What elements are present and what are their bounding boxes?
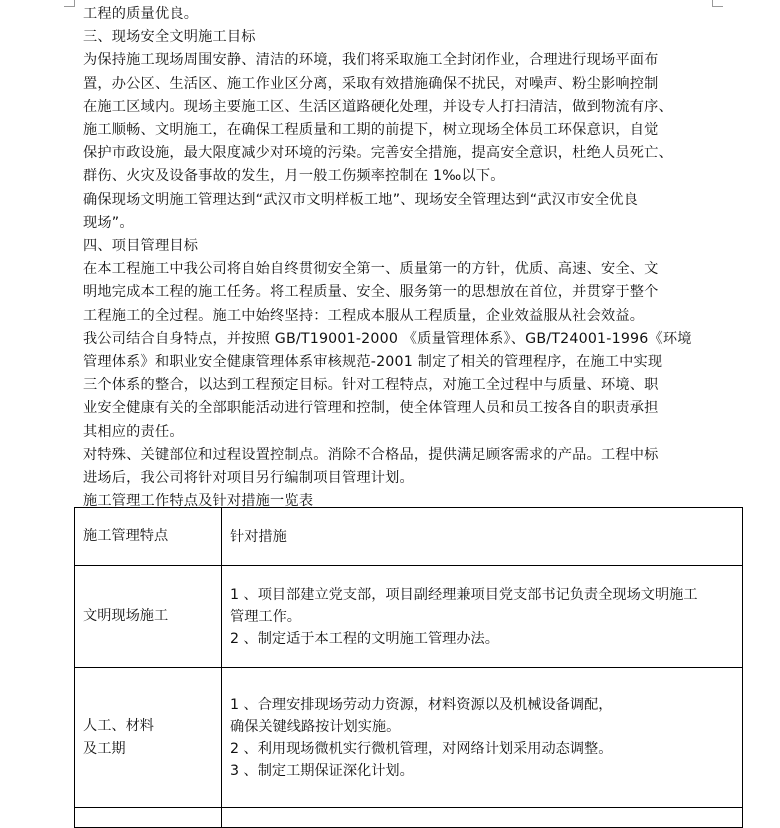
measure-line: 确保关键线路按计划实施。 [230, 718, 401, 735]
paragraph-line: 三个体系的整合，以达到工程预定目标。针对工程特点，对施工全过程中与质量、环境、职 [83, 377, 659, 394]
feature-cell [75, 668, 222, 808]
paragraph-line: 在施工区域内。现场主要施工区、生活区道路硬化处理，并设专人打扫清洁，做到物流有序、 [83, 98, 673, 115]
document-body [83, 3, 733, 513]
paragraph-line: 施工顺畅、文明施工，在确保工程质量和工期的前提下，树立现场全体员工环保意识，自觉 [83, 122, 659, 139]
feature-cell [75, 808, 222, 828]
paragraph-line: 现场”。 [83, 214, 134, 231]
paragraph-line: 业安全健康有关的全部职能活动进行管理和控制，使全体管理人员和员工按各自的职责承担 [83, 400, 659, 417]
paragraph-line: 确保现场文明施工管理达到“武汉市文明样板工地”、现场安全管理达到“武汉市安全优良 [83, 191, 638, 208]
feature-text: 人工、材料 [83, 717, 154, 734]
table-caption: 施工管理工作特点及针对措施一览表 [83, 493, 314, 510]
paragraph-line: 进场后，我公司将针对项目另行编制项目管理计划。 [83, 470, 414, 487]
section-heading: 三、现场安全文明施工目标 [83, 29, 256, 46]
paragraph-line: 其相应的责任。 [83, 423, 184, 440]
feature-text: 文明现场施工 [83, 608, 169, 624]
measure-line: 2 、制定适于本工程的文明施工管理办法。 [230, 630, 499, 647]
page-corner-mark-left [64, 0, 75, 7]
header-feature-label: 施工管理特点 [83, 528, 169, 544]
paragraph-line: 为保持施工现场周围安静、清洁的环境，我们将采取施工全封闭作业，合理进行现场平面布 [83, 52, 659, 69]
management-table [74, 507, 743, 828]
paragraph-line: 对特殊、关键部位和过程设置控制点。消除不合格品，提供满足顾客需求的产品。工程中标 [83, 446, 659, 463]
measure-line: 1 、项目部建立党支部，项目副经理兼项目党支部书记负责全现场文明施工 [230, 586, 698, 603]
feature-cell [75, 566, 222, 668]
table-header-row [75, 508, 743, 566]
paragraph-line: 我公司结合自身特点，并按照 GB/T19001-2000 《质量管理体系》、GB/T24001-1996《环境 [83, 330, 692, 347]
measures-cell [222, 808, 743, 828]
measure-line: 1 、合理安排现场劳动力资源，材料资源以及机械设备调配， [230, 696, 613, 713]
paragraph-line: 工程施工的全过程。施工中始终坚持：工程成本服从工程质量，企业效益服从社会效益。 [83, 307, 645, 324]
table-row [75, 668, 743, 808]
paragraph-line: 明地完成本工程的施工任务。将工程质量、安全、服务第一的思想放在首位，并贯穿于整个 [83, 284, 659, 301]
paragraph-line: 在本工程施工中我公司将自始自终贯彻安全第一、质量第一的方针，优质、高速、安全、文 [83, 261, 659, 278]
paragraph-line: 保护市政设施，最大限度减少对环境的污染。完善安全措施，提高安全意识，杜绝人员死亡、 [83, 145, 673, 162]
section-heading: 四、项目管理目标 [83, 238, 199, 255]
measure-line: 3 、制定工期保证深化计划。 [230, 762, 414, 779]
measure-line: 管理工作。 [230, 608, 301, 625]
paragraph-line: 管理体系》和职业安全健康管理体系审核规范-2001 制定了相关的管理程序，在施工中实现 [83, 354, 663, 371]
feature-text: 及工期 [83, 740, 126, 757]
header-measures-label: 针对措施 [230, 528, 287, 545]
measures-cell [222, 668, 743, 808]
header-cell-measures [222, 508, 743, 566]
header-cell-feature [75, 508, 222, 566]
table-row-partial [75, 808, 743, 828]
measure-line: 2 、利用现场微机实行微机管理，对网络计划采用动态调整。 [230, 740, 613, 757]
measures-cell [222, 566, 743, 668]
table-row [75, 566, 743, 668]
paragraph-line: 置，办公区、生活区、施工作业区分离，采取有效措施确保不扰民，对噪声、粉尘影响控制 [83, 75, 659, 92]
paragraph-line: 群伤、火灾及设备事故的发生，月一般工伤频率控制在 1‰以下。 [83, 168, 505, 185]
paragraph-line: 工程的质量优良。 [83, 6, 199, 22]
